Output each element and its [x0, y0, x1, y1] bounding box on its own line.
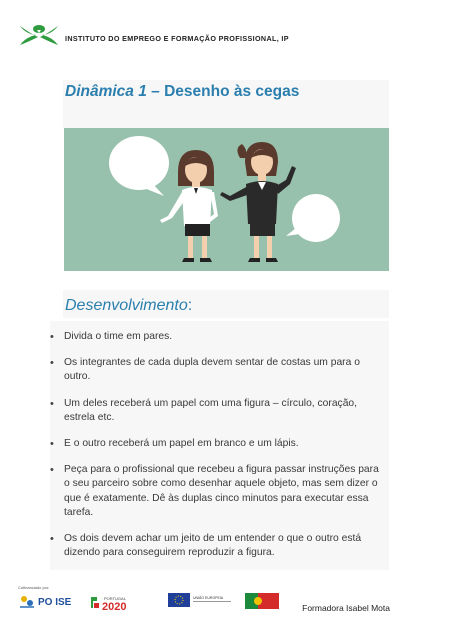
cofinanced-label: Cofinanciado por: — [18, 585, 50, 590]
svg-text:2020: 2020 — [102, 601, 127, 611]
list-item: • Um deles receberá um papel com uma figura – círculo, coração, estrela etc. — [64, 397, 386, 425]
po-ise-logo — [18, 593, 76, 609]
speech-bubble-right-icon — [286, 194, 340, 242]
portugal-2020-logo — [88, 593, 160, 611]
svg-text:PO ISE: PO ISE — [38, 597, 72, 608]
section-heading-colon: : — [187, 297, 193, 314]
title-prefix: Dinâmica 1 — [65, 83, 147, 100]
eu-logo — [168, 593, 236, 607]
two-women-speech-bubbles-illustration — [64, 128, 389, 271]
page-title — [65, 83, 299, 101]
section-heading — [65, 297, 192, 315]
list-item: • Peça para o profissional que recebeu a figura passar instruções para o seu parceiro sobre como desenhar aquele objeto, mas sem dizer o que é exatamente. Dê às duplas cinco minutos para executar essa tarefa. — [64, 463, 386, 520]
portugal-flag-icon — [245, 593, 279, 609]
title-panel — [63, 80, 389, 128]
list-item: • Divida o time em pares. — [64, 330, 386, 344]
svg-text:UNIÃO EUROPEIA: UNIÃO EUROPEIA — [193, 596, 224, 600]
title-rest: – Desenho às cegas — [146, 83, 300, 100]
svg-text:PORTUGAL: PORTUGAL — [104, 596, 126, 601]
list-item: • Os dois devem achar um jeito de um entender o que o outro está dizendo para conseguirem reproduzir a figura. — [64, 532, 386, 560]
page-header — [18, 20, 438, 50]
section-heading-text: Desenvolvimento — [65, 297, 188, 314]
illustration-drawing — [64, 128, 389, 271]
funding-logos — [18, 585, 288, 615]
woman-right-figure — [220, 142, 296, 262]
iefp-logo-icon — [18, 20, 60, 50]
trainer-name: Formadora Isabel Mota — [302, 603, 390, 613]
list-item: • E o outro receberá um papel em branco e um lápis. — [64, 437, 386, 451]
speech-bubble-left-icon — [109, 136, 169, 196]
instructions-list — [64, 330, 386, 572]
instructions-panel — [50, 321, 389, 570]
subheading-panel — [63, 290, 389, 318]
org-name: INSTITUTO DO EMPREGO E FORMAÇÃO PROFISSIONAL, IP — [65, 34, 289, 43]
list-item: • Os integrantes de cada dupla devem sentar de costas um para o outro. — [64, 356, 386, 384]
